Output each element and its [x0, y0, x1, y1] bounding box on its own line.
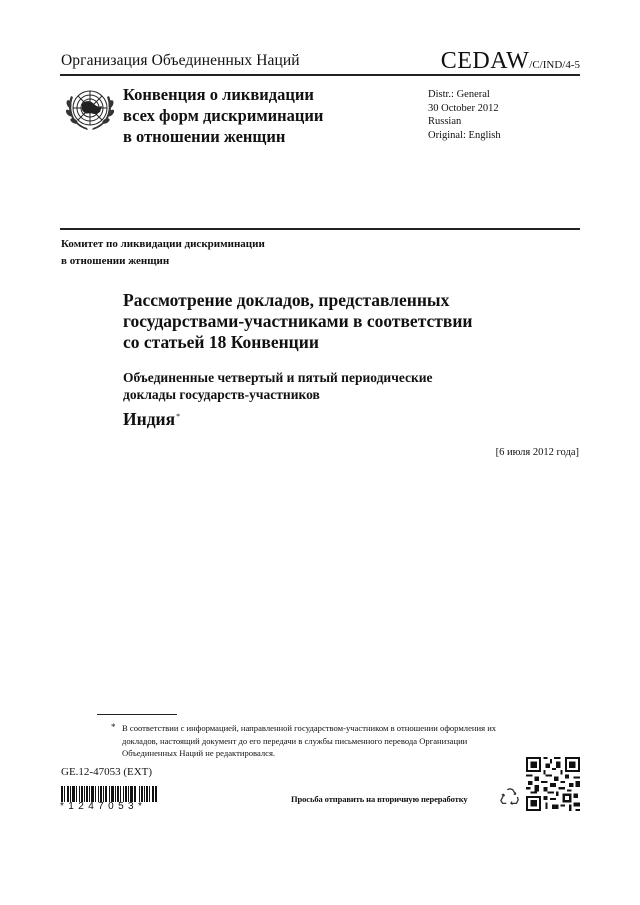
document-symbol [441, 48, 580, 75]
main-title-line: Рассмотрение докладов, представленных [123, 290, 450, 310]
convention-title-line: Конвенция о ликвидации [123, 85, 314, 104]
main-title [123, 290, 473, 353]
sub-title-line: Объединенные четвертый и пятый периодические [123, 370, 433, 385]
date-line: 30 October 2012 [428, 102, 499, 114]
convention-title [123, 84, 323, 147]
footnote-reference[interactable]: * [176, 412, 181, 421]
un-emblem-icon [62, 82, 118, 138]
recycle-icon [499, 786, 521, 808]
committee-line: Комитет по ликвидации дискриминации [61, 238, 265, 250]
document-number: GE.12-47053 (EXT) [61, 766, 153, 778]
convention-title-line: в отношении женщин [123, 127, 286, 146]
sub-title [123, 369, 433, 403]
header-rule [60, 74, 580, 76]
footnote-separator [97, 714, 177, 715]
country-heading [123, 409, 180, 430]
symbol-main: CEDAW [440, 48, 530, 74]
main-title-line: государствами-участниками в соответствии [123, 311, 473, 331]
country-name: Индия [123, 409, 176, 429]
distribution-line: Distr.: General [428, 89, 490, 100]
footnote-mark: * [111, 722, 116, 732]
organization-name: Организация Объединенных Наций [61, 52, 300, 69]
symbol-sub: /C/IND/4-5 [529, 59, 580, 71]
report-date: [6 июля 2012 года] [495, 447, 579, 458]
committee-name [61, 236, 265, 269]
recycle-notice: Просьба отправить на вторичную переработку [291, 794, 468, 804]
language-line: Russian [428, 116, 462, 127]
convention-title-line: всех форм дискриминации [123, 106, 324, 125]
committee-line: в отношении женщин [61, 254, 170, 267]
original-language-line: Original: English [428, 129, 501, 141]
main-title-line: со статьей 18 Конвенции [123, 332, 319, 352]
footnote-text: В соответствии с информацией, направленной государством-участником в отношении оформления их докладов, настоящий документ до его передачи в службы письменного перевода Организации Объединенных Наций не редактировался. [122, 723, 497, 758]
qr-code-icon [526, 757, 580, 811]
barcode-number: *1247053* [60, 801, 147, 812]
barcode-icon [61, 786, 157, 802]
sub-title-line: доклады государств-участников [123, 387, 320, 402]
section-rule [60, 228, 580, 230]
distribution-info [428, 88, 501, 142]
